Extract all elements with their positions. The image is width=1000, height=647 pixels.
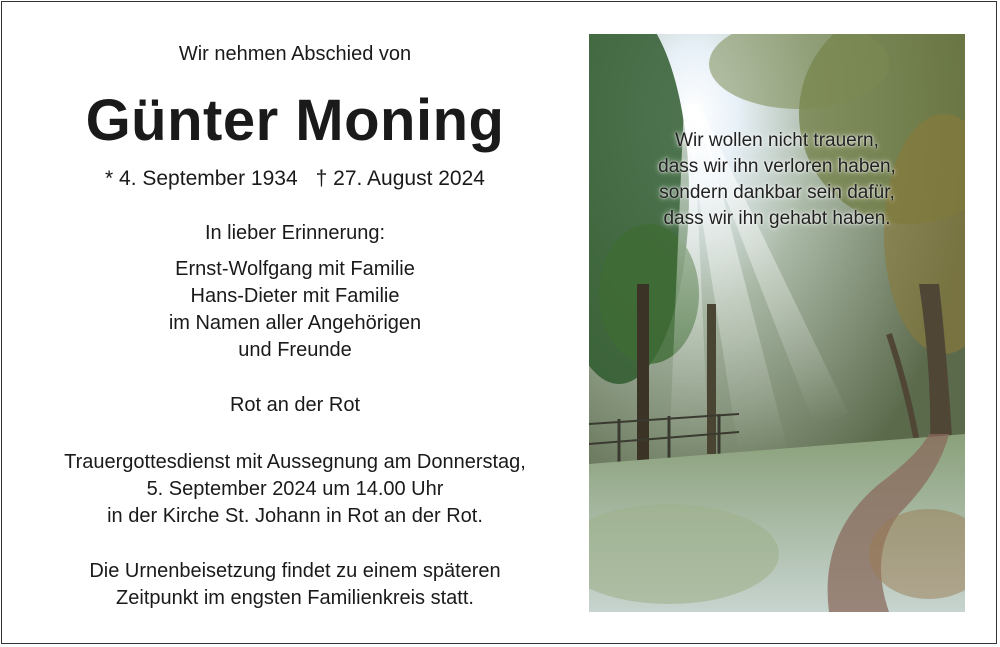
mourner-line: im Namen aller Angehörigen (168, 312, 422, 334)
quote-line: dass wir ihn verloren haben, (658, 156, 896, 177)
death-date: † 27. August 2024 (315, 167, 485, 190)
urn-line: Die Urnenbeisetzung findet zu einem späteren (89, 560, 501, 582)
place-line: Rot an der Rot (229, 394, 361, 416)
urn-info (20, 558, 570, 612)
quote-line: sondern dankbar sein dafür, (659, 182, 895, 203)
mourners-list (20, 256, 570, 364)
quote-line: dass wir ihn gehabt haben. (663, 208, 891, 229)
memory-heading: In lieber Erinnerung: (204, 222, 386, 244)
memorial-quote (589, 128, 965, 232)
birth-date: * 4. September 1934 (105, 167, 298, 190)
urn-line: Zeitpunkt im engsten Familienkreis statt. (116, 587, 474, 609)
life-dates (20, 166, 570, 192)
mourner-line: Hans-Dieter mit Familie (190, 285, 400, 307)
service-info (20, 449, 570, 530)
service-line: Trauergottesdienst mit Aussegnung am Donnerstag, (64, 451, 526, 473)
service-line: 5. September 2024 um 14.00 Uhr (146, 478, 444, 500)
notice-text-column (20, 30, 570, 612)
forest-path-image (589, 34, 965, 612)
intro-line: Wir nehmen Abschied von (178, 43, 412, 65)
quote-line: Wir wollen nicht trauern, (675, 130, 879, 151)
deceased-name: Günter Moning (85, 88, 505, 153)
service-line: in der Kirche St. Johann in Rot an der Rot. (107, 505, 483, 527)
forest-photo (589, 34, 965, 612)
mourner-line: Ernst-Wolfgang mit Familie (175, 258, 415, 280)
mourner-line: und Freunde (238, 339, 352, 361)
